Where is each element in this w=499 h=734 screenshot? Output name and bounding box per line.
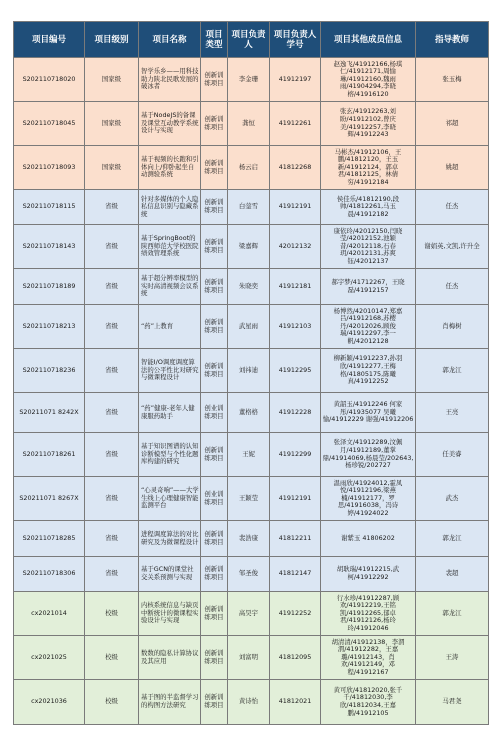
- cell-project-name: 智能I/O调度调度算法的公平性比对研究与微课程设计: [139, 349, 201, 393]
- cell-project-leader: 王妮: [228, 433, 270, 477]
- table-row: [14, 592, 489, 636]
- cell-other-members: 杨博然/42010147,郑嘉吕/41912168,苏樱丹/42012026,顾俊瑞/41912297,李一帆/42012128: [321, 305, 416, 349]
- cell-project-type: 创业训练项目: [201, 393, 228, 433]
- cell-advisor: 任杰: [416, 269, 489, 305]
- cell-project-code: S202110718285: [14, 521, 85, 557]
- table-row: [14, 636, 489, 680]
- cell-project-type: 创新训练项目: [201, 190, 228, 225]
- cell-project-type: 创新训练项目: [201, 433, 228, 477]
- cell-project-level: 省级: [85, 305, 139, 349]
- col-header-teacher: 指导教师: [416, 22, 489, 58]
- table-row: [14, 190, 489, 225]
- table-row: [14, 680, 489, 725]
- cell-project-name: 基于视频的长跑和引体向上/仰卧起坐自动测验系统: [139, 146, 201, 190]
- cell-advisor: 马君尧: [416, 680, 489, 725]
- table-row: [14, 477, 489, 521]
- cell-project-leader: 黄诗怡: [228, 680, 270, 725]
- cell-project-type: 创新训练项目: [201, 349, 228, 393]
- cell-advisor: 王亮: [416, 393, 489, 433]
- cell-project-code: S202110718143: [14, 225, 85, 269]
- cell-leader-student-id: 41912261: [270, 102, 321, 146]
- col-header-leader: 项目负责人: [228, 22, 270, 58]
- cell-project-name: 基于SpringBoot的陕西师范大学校医院绩效管理系统: [139, 225, 201, 269]
- cell-project-level: 国家级: [85, 146, 139, 190]
- cell-other-members: 马彬杰/41912106，王鹏/41812120，王玉新/41912124，郭卓君/41812125，林倩穷/41912184: [321, 146, 416, 190]
- cell-project-level: 校级: [85, 636, 139, 680]
- cell-project-leader: 刘祎迪: [228, 349, 270, 393]
- cell-project-leader: 刘富明: [228, 636, 270, 680]
- cell-project-type: 创新训练项目: [201, 146, 228, 190]
- cell-project-name: 数数的隐私计算协议及其应用: [139, 636, 201, 680]
- cell-other-members: 胡耿瑞/41912215,武柯/41912292: [321, 557, 416, 592]
- cell-advisor: 张玉梅: [416, 58, 489, 102]
- cell-project-code: S202110718020: [14, 58, 85, 102]
- cell-other-members: 柳新颖/41912237,孙羽欣/41912277,王梅格/41805175,陈曦真/41912252: [321, 349, 416, 393]
- cell-other-members: 郝宇梦/41712267，王晓磊/41912157: [321, 269, 416, 305]
- cell-advisor: 武杰: [416, 477, 489, 521]
- cell-other-members: 行水珍/41912287,顾欢/41912219,王铭凯/41912265,郁卓君/41912126,杨玲玲/41912046: [321, 592, 416, 636]
- cell-project-code: cx2021025: [14, 636, 85, 680]
- project-table: [13, 21, 489, 725]
- table-body: [14, 58, 489, 725]
- table-row: [14, 225, 489, 269]
- cell-project-type: 创新训练项目: [201, 636, 228, 680]
- table-row: [14, 349, 489, 393]
- cell-leader-student-id: 41812095: [270, 636, 321, 680]
- cell-advisor: 任美睿: [416, 433, 489, 477]
- cell-other-members: 胡清清/41912138，李渭渭/41912282，王嘉璐/41912143，肖欢/41912149，邓程/41912167: [321, 636, 416, 680]
- cell-project-code: S20211071 8242X: [14, 393, 85, 433]
- cell-project-level: 国家级: [85, 58, 139, 102]
- cell-project-type: 创新训练项目: [201, 680, 228, 725]
- table-row: [14, 521, 489, 557]
- cell-advisor: 姚超: [416, 146, 489, 190]
- cell-project-type: 创新训练项目: [201, 58, 228, 102]
- cell-advisor: 肖梅树: [416, 305, 489, 349]
- cell-advisor: 裴超: [416, 557, 489, 592]
- cell-leader-student-id: 41912299: [270, 433, 321, 477]
- cell-project-code: S202110718213: [14, 305, 85, 349]
- cell-project-name: 智学乐乡——用科技助力陕北民歌发展的破冰者: [139, 58, 201, 102]
- table-row: [14, 393, 489, 433]
- cell-project-type: 创新训练项目: [201, 592, 228, 636]
- cell-advisor: 郭龙江: [416, 349, 489, 393]
- cell-other-members: 康依玲/42012150,闫晓莹/42012152,池颖昔/42012118,石春玥/42012131,苏爽钰/42012137: [321, 225, 416, 269]
- cell-project-type: 创新训练项目: [201, 521, 228, 557]
- cell-project-code: S202110718189: [14, 269, 85, 305]
- cell-project-code: cx2021014: [14, 592, 85, 636]
- cell-project-leader: 梁嘉辉: [228, 225, 270, 269]
- cell-project-leader: 邹圣俊: [228, 557, 270, 592]
- cell-project-level: 省级: [85, 433, 139, 477]
- cell-other-members: 张玄/41912263,刘盼/41912102,曾庆美/41912257,李晓辉/41912243: [321, 102, 416, 146]
- cell-project-name: “药”上教育: [139, 305, 201, 349]
- cell-leader-student-id: 42012132: [270, 225, 321, 269]
- cell-leader-student-id: 41912191: [270, 190, 321, 225]
- cell-other-members: 谢紫玉 41806202: [321, 521, 416, 557]
- cell-leader-student-id: 41912103: [270, 305, 321, 349]
- table-row: [14, 305, 489, 349]
- cell-advisor: 郭龙江: [416, 521, 489, 557]
- col-header-name: 项目名称: [139, 22, 201, 58]
- col-header-level: 项目级别: [85, 22, 139, 58]
- cell-project-type: 创业训练项目: [201, 477, 228, 521]
- cell-project-code: cx2021036: [14, 680, 85, 725]
- cell-project-code: S202110718306: [14, 557, 85, 592]
- cell-leader-student-id: 41812268: [270, 146, 321, 190]
- table-row: [14, 102, 489, 146]
- col-header-student-id: 项目负责人学号: [270, 22, 321, 58]
- cell-advisor: 任杰: [416, 190, 489, 225]
- cell-leader-student-id: 41912295: [270, 349, 321, 393]
- cell-project-level: 省级: [85, 521, 139, 557]
- cell-project-level: 省级: [85, 393, 139, 433]
- cell-project-code: S20211071 8267X: [14, 477, 85, 521]
- cell-leader-student-id: 41812021: [270, 680, 321, 725]
- cell-project-leader: 白蓥雪: [228, 190, 270, 225]
- table-row: [14, 557, 489, 592]
- cell-project-name: “心灵奇响”——大学生线上心理健康智能监测平台: [139, 477, 201, 521]
- cell-leader-student-id: 41812147: [270, 557, 321, 592]
- cell-project-code: S202110718261: [14, 433, 85, 477]
- cell-project-code: S202110718093: [14, 146, 85, 190]
- cell-advisor: 王涛: [416, 636, 489, 680]
- cell-project-leader: 李金珊: [228, 58, 270, 102]
- cell-project-name: 基于GCN的课堂社交关系预测与实现: [139, 557, 201, 592]
- cell-project-level: 校级: [85, 680, 139, 725]
- cell-leader-student-id: 41912181: [270, 269, 321, 305]
- cell-project-name: 针对多媒体的个人隐私信息识别与隐藏系统: [139, 190, 201, 225]
- cell-project-level: 省级: [85, 349, 139, 393]
- cell-leader-student-id: 41912191: [270, 477, 321, 521]
- cell-leader-student-id: 41912228: [270, 393, 321, 433]
- cell-project-name: 进程调度算法的对比研究及为微课程设计: [139, 521, 201, 557]
- cell-project-level: 校级: [85, 592, 139, 636]
- cell-project-leader: 武星雨: [228, 305, 270, 349]
- cell-project-name: “药”健康-老年人健康服药助手: [139, 393, 201, 433]
- cell-leader-student-id: 41912197: [270, 58, 321, 102]
- cell-project-leader: 裴浩康: [228, 521, 270, 557]
- cell-advisor: 祁超: [416, 102, 489, 146]
- cell-other-members: 温雨欣/41924012,霍凤悦/41912196,梁燕楠/41912177，罗思/41916038，冯诗婷/41924022: [321, 477, 416, 521]
- cell-project-type: 创新训练项目: [201, 557, 228, 592]
- cell-project-name: 基于超分辨率模型的实时高清视频会议系统: [139, 269, 201, 305]
- cell-project-leader: 董格格: [228, 393, 270, 433]
- col-header-code: 项目编号: [14, 22, 85, 58]
- cell-other-members: 张泽文/41912289,汶佩月/41912189,董掌鼎/41914069,杨晨莹/202643,杨珍锐/202727: [321, 433, 416, 477]
- cell-project-level: 省级: [85, 190, 139, 225]
- cell-project-level: 省级: [85, 225, 139, 269]
- cell-project-type: 创新训练项目: [201, 225, 228, 269]
- project-table-container: [13, 21, 488, 725]
- cell-project-name: 内核系统信息与缺页中断统计的微课程实验设计与实现: [139, 592, 201, 636]
- cell-project-code: S202110718045: [14, 102, 85, 146]
- cell-leader-student-id: 41812211: [270, 521, 321, 557]
- cell-project-level: 省级: [85, 477, 139, 521]
- col-header-members: 项目其他成员信息: [321, 22, 416, 58]
- cell-project-type: 创新训练项目: [201, 269, 228, 305]
- cell-project-leader: 朱晓奕: [228, 269, 270, 305]
- cell-advisor: 郭龙江: [416, 592, 489, 636]
- cell-project-name: 基于知识图谱的认知诊断模型与个性化题库构建的研究: [139, 433, 201, 477]
- cell-project-level: 省级: [85, 557, 139, 592]
- cell-other-members: 侯佳乐/41812190,段帅/41812261,马玉晨/41912182: [321, 190, 416, 225]
- cell-project-leader: 龚恒: [228, 102, 270, 146]
- table-row: [14, 433, 489, 477]
- cell-other-members: 黄可欣/41812020,张千千/41812030,李欣/41812034,王嘉鹏/41912105: [321, 680, 416, 725]
- cell-other-members: 黄韶玉/41912246 何家彤/41935077 吴曦愉/41912229 谢强/41912206: [321, 393, 416, 433]
- cell-project-leader: 王颖莹: [228, 477, 270, 521]
- table-row: [14, 146, 489, 190]
- table-row: [14, 58, 489, 102]
- cell-project-level: 省级: [85, 269, 139, 305]
- cell-project-name: 基于NodeJS的备课及课堂互动教学系统设计与实现: [139, 102, 201, 146]
- table-row: [14, 269, 489, 305]
- cell-project-code: S202110718115: [14, 190, 85, 225]
- cell-project-type: 创新训练项目: [201, 305, 228, 349]
- col-header-type: 项目类型: [201, 22, 228, 58]
- header-row: [14, 22, 489, 58]
- cell-leader-student-id: 41912252: [270, 592, 321, 636]
- cell-project-name: 基于图的半监督学习的构图方法研究: [139, 680, 201, 725]
- cell-project-leader: 杨云启: [228, 146, 270, 190]
- cell-advisor: 谢娟英,文凯,许升全: [416, 225, 489, 269]
- cell-project-type: 创新训练项目: [201, 102, 228, 146]
- cell-project-leader: 高昊宇: [228, 592, 270, 636]
- cell-other-members: 赵逸飞/41912166,杨琪仁/41912171,周愉琳/41912160,魏雨雨/41904294,李晓榕/41916120: [321, 58, 416, 102]
- cell-project-level: 国家级: [85, 102, 139, 146]
- cell-project-code: S202110718236: [14, 349, 85, 393]
